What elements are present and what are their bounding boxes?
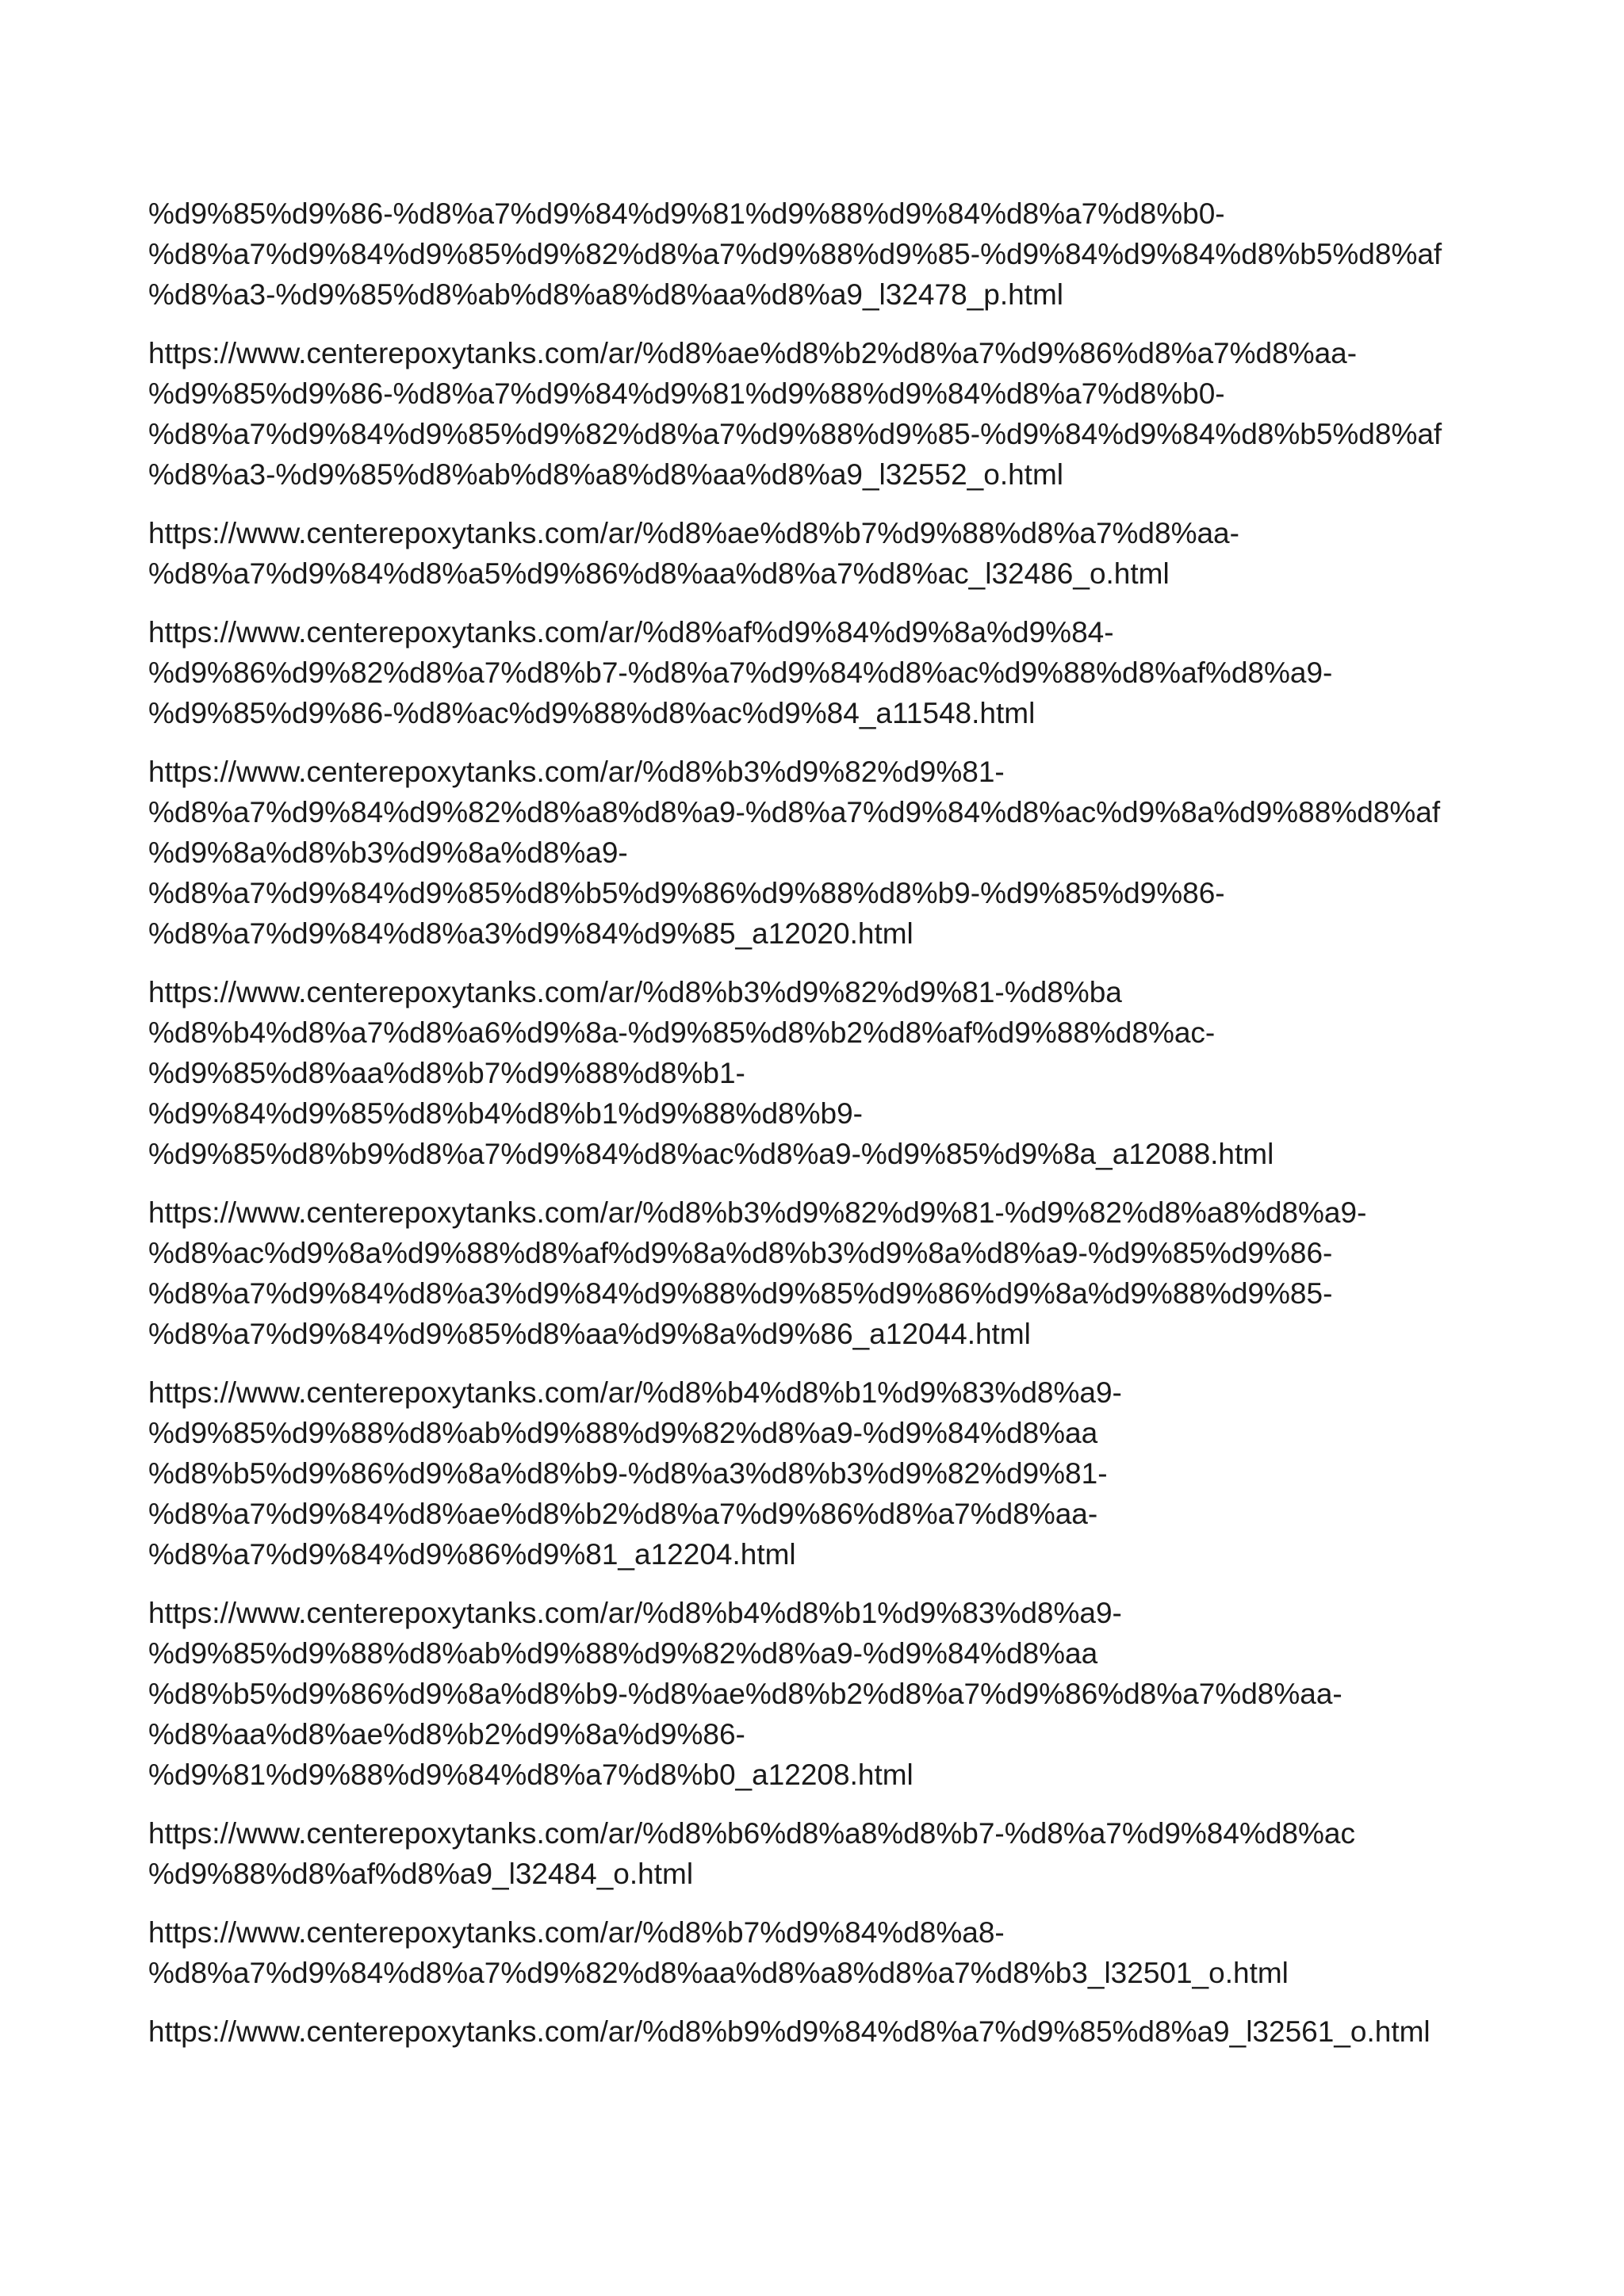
- url-entry: [148, 333, 1496, 495]
- url-list: [148, 193, 1496, 2070]
- url-entry: [148, 1912, 1496, 1993]
- url-line: https://www.centerepoxytanks.com/ar/%d8%b7%d9%84%d8%a8-: [148, 1916, 1005, 1949]
- url-entry: [148, 2011, 1496, 2052]
- url-line: %d9%86%d9%82%d8%a7%d8%b7-%d8%a7%d9%84%d8%ac%d9%88%d8%af%d8%a9-: [148, 656, 1333, 689]
- url-line: %d9%88%d8%af%d8%a9_l32484_o.html: [148, 1858, 694, 1890]
- url-line: %d9%85%d9%86-%d8%a7%d9%84%d9%81%d9%88%d9%84%d8%a7%d8%b0-: [148, 377, 1225, 410]
- url-line: %d8%a3-%d9%85%d8%ab%d8%a8%d8%aa%d8%a9_l32478_p.html: [148, 278, 1063, 311]
- url-line: %d8%a7%d9%84%d8%a7%d9%82%d8%aa%d8%a8%d8%a7%d8%b3_l32501_o.html: [148, 1957, 1289, 1989]
- url-entry: [148, 513, 1496, 594]
- url-line: %d8%a3-%d9%85%d8%ab%d8%a8%d8%aa%d8%a9_l32552_o.html: [148, 458, 1063, 491]
- url-line: %d9%85%d9%88%d8%ab%d9%88%d9%82%d8%a9-%d9%84%d8%aa: [148, 1637, 1098, 1670]
- url-line: %d8%b5%d9%86%d9%8a%d8%b9-%d8%a3%d8%b3%d9%82%d9%81-: [148, 1457, 1108, 1490]
- url-line: %d8%a7%d9%84%d8%a3%d9%84%d9%85_a12020.html: [148, 917, 914, 950]
- url-line: %d8%a7%d9%84%d9%86%d9%81_a12204.html: [148, 1538, 796, 1571]
- url-entry: [148, 1372, 1496, 1575]
- url-line: %d8%a7%d9%84%d9%82%d8%a8%d8%a9-%d8%a7%d9%84%d8%ac%d9%8a%d9%88%d8%af: [148, 796, 1441, 828]
- url-line: %d9%84%d9%85%d8%b4%d8%b1%d9%88%d8%b9-: [148, 1097, 863, 1130]
- url-entry: [148, 612, 1496, 733]
- url-line: %d9%85%d9%86-%d8%a7%d9%84%d9%81%d9%88%d9%84%d8%a7%d8%b0-: [148, 197, 1225, 230]
- url-line: %d8%a7%d9%84%d9%85%d9%82%d8%a7%d9%88%d9%85-%d9%84%d9%84%d8%b5%d8%af: [148, 418, 1442, 450]
- url-line: https://www.centerepoxytanks.com/ar/%d8%b6%d8%a8%d8%b7-%d8%a7%d9%84%d8%ac: [148, 1817, 1355, 1850]
- url-line: https://www.centerepoxytanks.com/ar/%d8%b4%d8%b1%d9%83%d8%a9-: [148, 1376, 1122, 1409]
- url-line: https://www.centerepoxytanks.com/ar/%d8%b9%d9%84%d8%a7%d9%85%d8%a9_l32561_o.html: [148, 2015, 1431, 2048]
- url-entry: [148, 193, 1496, 315]
- url-entry: [148, 1813, 1496, 1894]
- url-line: https://www.centerepoxytanks.com/ar/%d8%b3%d9%82%d9%81-%d8%ba: [148, 976, 1122, 1008]
- url-line: %d9%8a%d8%b3%d9%8a%d8%a9-: [148, 836, 628, 869]
- url-entry: [148, 972, 1496, 1174]
- url-line: %d8%a7%d9%84%d9%85%d8%aa%d9%8a%d9%86_a12044.html: [148, 1318, 1031, 1350]
- url-line: %d9%85%d9%88%d8%ab%d9%88%d9%82%d8%a9-%d9%84%d8%aa: [148, 1417, 1098, 1449]
- url-line: %d8%ac%d9%8a%d9%88%d8%af%d9%8a%d8%b3%d9%8a%d8%a9-%d9%85%d9%86-: [148, 1237, 1333, 1269]
- url-line: https://www.centerepoxytanks.com/ar/%d8%af%d9%84%d9%8a%d9%84-: [148, 616, 1114, 649]
- url-line: %d8%b4%d8%a7%d8%a6%d9%8a-%d9%85%d8%b2%d8%af%d9%88%d8%ac-: [148, 1016, 1216, 1049]
- url-line: %d9%85%d9%86-%d8%ac%d9%88%d8%ac%d9%84_a11548.html: [148, 697, 1036, 729]
- url-entry: [148, 1593, 1496, 1795]
- url-line: %d9%85%d8%b9%d8%a7%d9%84%d8%ac%d8%a9-%d9%85%d9%8a_a12088.html: [148, 1138, 1274, 1170]
- url-entry: [148, 752, 1496, 954]
- url-line: %d8%aa%d8%ae%d8%b2%d9%8a%d9%86-: [148, 1718, 745, 1751]
- url-line: %d8%a7%d9%84%d9%85%d9%82%d8%a7%d9%88%d9%85-%d9%84%d9%84%d8%b5%d8%af: [148, 238, 1442, 270]
- url-line: %d8%a7%d9%84%d8%a3%d9%84%d9%88%d9%85%d9%86%d9%8a%d9%88%d9%85-: [148, 1277, 1333, 1310]
- url-line: https://www.centerepoxytanks.com/ar/%d8%b3%d9%82%d9%81-%d9%82%d8%a8%d8%a9-: [148, 1196, 1367, 1229]
- url-line: %d9%85%d8%aa%d8%b7%d9%88%d8%b1-: [148, 1057, 745, 1089]
- url-line: %d8%b5%d9%86%d9%8a%d8%b9-%d8%ae%d8%b2%d8%a7%d9%86%d8%a7%d8%aa-: [148, 1678, 1342, 1710]
- url-line: %d8%a7%d9%84%d8%ae%d8%b2%d8%a7%d9%86%d8%a7%d8%aa-: [148, 1498, 1098, 1530]
- url-line: %d8%a7%d9%84%d8%a5%d9%86%d8%aa%d8%a7%d8%ac_l32486_o.html: [148, 557, 1170, 590]
- url-line: %d9%81%d9%88%d9%84%d8%a7%d8%b0_a12208.html: [148, 1758, 914, 1791]
- url-line: https://www.centerepoxytanks.com/ar/%d8%b3%d9%82%d9%81-: [148, 756, 1005, 788]
- url-line: https://www.centerepoxytanks.com/ar/%d8%ae%d8%b7%d9%88%d8%a7%d8%aa-: [148, 517, 1239, 549]
- url-line: %d8%a7%d9%84%d9%85%d8%b5%d9%86%d9%88%d8%b9-%d9%85%d9%86-: [148, 877, 1225, 909]
- url-entry: [148, 1192, 1496, 1354]
- url-line: https://www.centerepoxytanks.com/ar/%d8%ae%d8%b2%d8%a7%d9%86%d8%a7%d8%aa-: [148, 337, 1358, 369]
- url-line: https://www.centerepoxytanks.com/ar/%d8%b4%d8%b1%d9%83%d8%a9-: [148, 1597, 1122, 1629]
